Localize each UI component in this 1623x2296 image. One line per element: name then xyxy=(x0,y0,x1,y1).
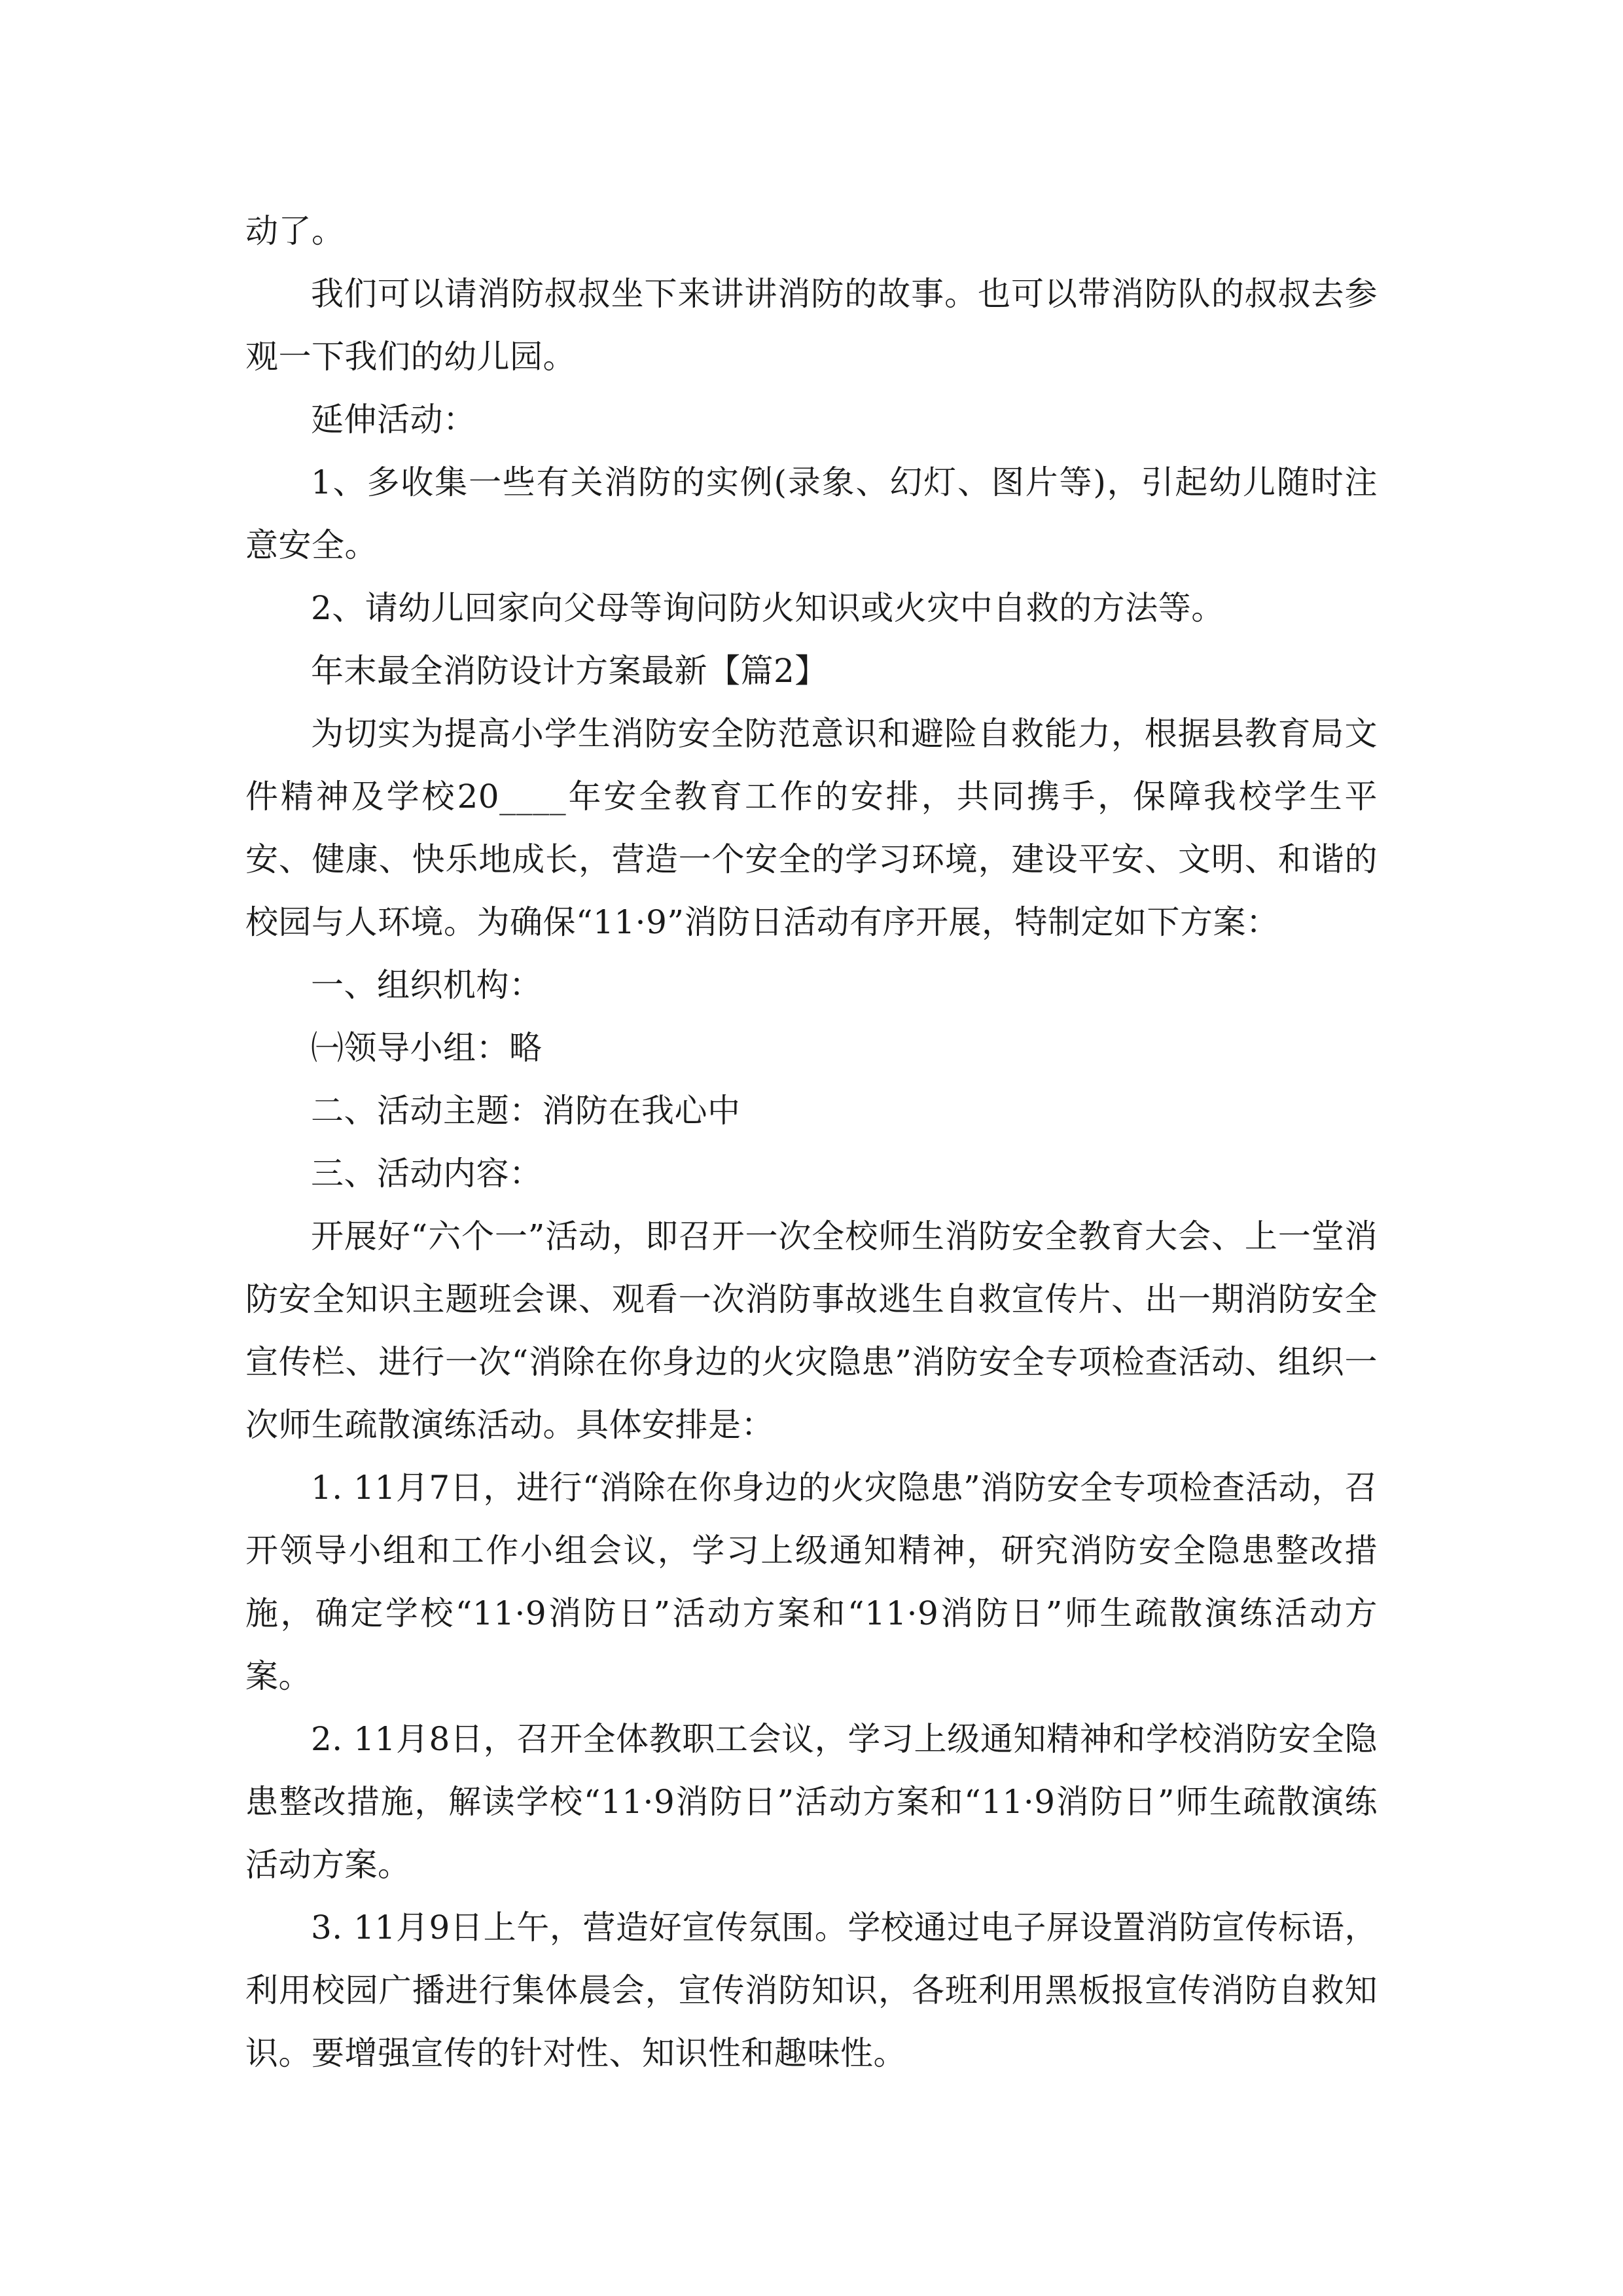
paragraph-extension-item-2: 2、请幼儿回家向父母等询问防火知识或火灾中自救的方法等。 xyxy=(311,589,1224,627)
paragraph-six-ones: 开展好“六个一”活动，即召开一次全校师生消防安全教育大会、上一堂消防安全知识主题班会课、观看一次消防事故逃生自救宣传片、出一期消防安全宣传栏、进行一次“消除在你身边的火灾隐患”消防安全专项检查活动、组织一次师生疏散演练活动。具体安排是： xyxy=(245,1217,1378,1444)
heading-organization: 一、组织机构： xyxy=(311,966,543,1004)
paragraph-continuation: 动了。 xyxy=(245,212,345,250)
paragraph-extension-heading: 延伸活动： xyxy=(311,401,476,439)
document-body xyxy=(245,200,1378,2085)
paragraph-extension-item-1: 1、多收集一些有关消防的实例(录象、幻灯、图片等)，引起幼儿随时注意安全。 xyxy=(245,463,1378,564)
paragraph-schedule-nov-7: 1. 11月7日，进行“消除在你身边的火灾隐患”消防安全专项检查活动，召开领导小组和工作小组会议，学习上级通知精神，研究消防安全隐患整改措施，确定学校“11·9消防日”活动方案和“11·9消防日”师生疏散演练活动方案。 xyxy=(245,1469,1378,1695)
paragraph-fire-uncle-story: 我们可以请消防叔叔坐下来讲讲消防的故事。也可以带消防队的叔叔去参观一下我们的幼儿园。 xyxy=(245,275,1378,376)
paragraph-intro: 为切实为提高小学生消防安全防范意识和避险自救能力，根据县教育局文件精神及学校20____年安全教育工作的安排，共同携手，保障我校学生平安、健康、快乐地成长，营造一个安全的学习环境，建设平安、文明、和谐的校园与人环境。为确保“11·9”消防日活动有序开展，特制定如下方案： xyxy=(245,715,1378,941)
heading-activity-theme: 二、活动主题：消防在我心中 xyxy=(311,1092,741,1130)
paragraph-leadership-group: ㈠领导小组：略 xyxy=(311,1029,543,1067)
section-title-part-2: 年末最全消防设计方案最新【篇2】 xyxy=(311,652,828,690)
paragraph-schedule-nov-9: 3. 11月9日上午，营造好宣传氛围。学校通过电子屏设置消防宣传标语，利用校园广播进行集体晨会，宣传消防知识，各班利用黑板报宣传消防自救知识。要增强宣传的针对性、知识性和趣味性。 xyxy=(245,1909,1378,2072)
paragraph-schedule-nov-8: 2. 11月8日，召开全体教职工会议，学习上级通知精神和学校消防安全隐患整改措施，解读学校“11·9消防日”活动方案和“11·9消防日”师生疏散演练活动方案。 xyxy=(245,1720,1378,1884)
heading-activity-content: 三、活动内容： xyxy=(311,1155,543,1193)
